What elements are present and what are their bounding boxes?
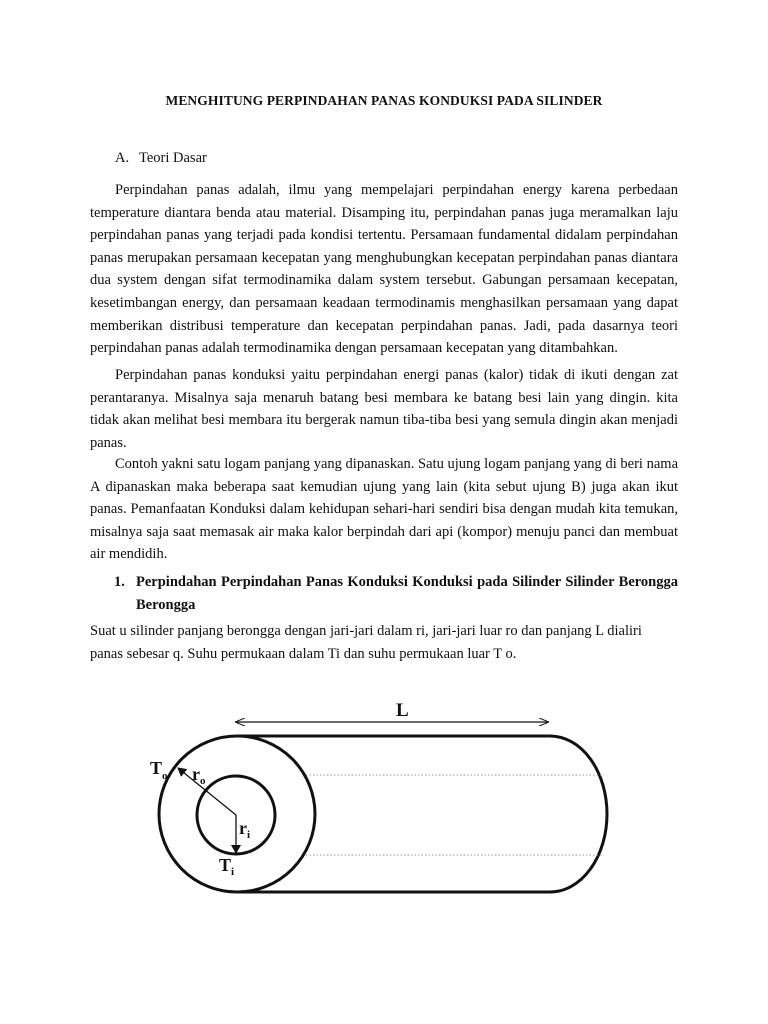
label-Ti-main: T [219,855,232,875]
label-ri-sub: i [247,829,251,841]
section-letter: A. [115,150,130,166]
page-title: MENGHITUNG PERPINDAHAN PANAS KONDUKSI PADA SILINDER [165,93,603,108]
label-To-main: T [150,758,163,778]
label-ri-main: r [239,818,247,838]
subsection-number: 1. [114,574,125,590]
section-label: Teori Dasar [139,150,207,166]
label-To-sub: o [162,770,168,782]
label-To [150,758,168,782]
label-Ti-sub: i [231,866,235,878]
paragraph-1: Perpindahan panas adalah, ilmu yang mempelajari perpindahan energy karena perbedaan temperature diantara benda atau material. Disamping itu, perpindahan panas juga meramalkan laju perpindahan panas yang terjadi pada kondisi tertentu. Persamaan fundamental didalam perpindahan panas merupakan persamaan kecepatan yang menghubungkan kecepatan perpindahan panas diantara dua system dengan sifat termodinamika dalam system tersebut. Gabungan persamaan kecepatan, kesetimbangan energy, dan persamaan keadaan termodinamis menghasilkan persamaan yang dapat memberikan distribusi temperature dan kecepatan perpindahan panas. Jadi, pada dasarnya teori perpindahan panas adalah termodinamika dengan persamaan kecepatan yang ditambahkan. [90,182,678,357]
subsection-title: Perpindahan Perpindahan Panas Konduksi Konduksi pada Silinder Silinder Berongga Berongga [136,574,678,613]
paragraph-4: Suat u silinder panjang berongga dengan jari-jari dalam ri, jari-jari luar ro dan panjang L dialiri panas sebesar q. Suhu permukaan dalam Ti dan suhu permukaan luar T o. [90,623,642,662]
paragraph-2: Perpindahan panas konduksi yaitu perpindahan energi panas (kalor) tidak di ikuti dengan zat perantaranya. Misalnya saja menaruh batang besi membara ke batang besi lain yang dingin. kita tidak akan melihat besi membara itu bergerak namun tiba-tiba besi yang semula dingin akan menjadi panas. [90,367,678,451]
label-ro-sub: o [200,775,206,787]
label-L: L [396,700,409,721]
paragraph-3: Contoh yakni satu logam panjang yang dipanaskan. Satu ujung logam panjang yang di beri nama A dipanaskan maka beberapa saat kemudian ujung yang lain (kita sebut ujung B) juga akan ikut panas. Pemanfaatan Konduksi dalam kehidupan sehari-hari sendiri bisa dengan mudah kita temukan, misalnya saja saat memasak air maka kalor berpindah dari api (kompor) menuju panci dan membuat air mendidih. [90,456,678,563]
label-ro-main: r [192,764,200,784]
